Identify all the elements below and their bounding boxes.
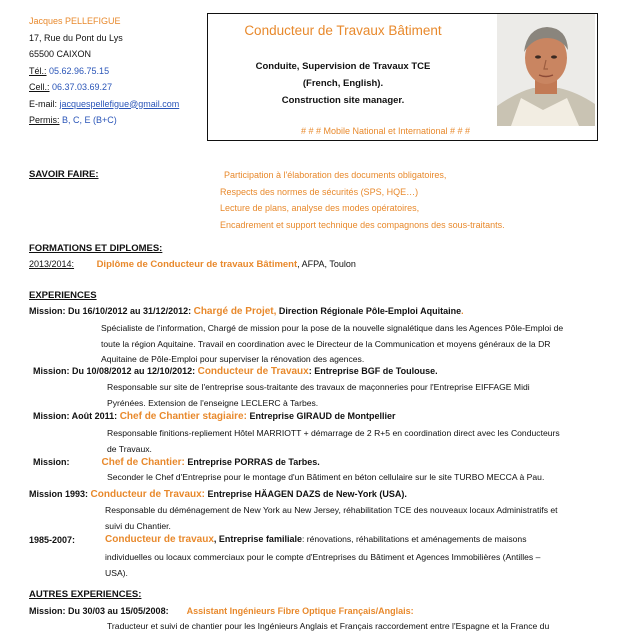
tel-label: Tél.: [29,65,47,76]
contact-tel [29,63,179,80]
desc-line: Aquitaine de Pôle-Emploi pour superviser la rénovation des agences. [101,354,365,364]
formation-year: 2013/2014: [29,259,75,269]
mission-6-org: , Entreprise familiale [213,534,302,544]
formations-heading: FORMATIONS ET DIPLOMES: [29,243,163,254]
cv-subtitle [208,58,478,109]
contact-permis [29,112,179,129]
mission-5-head: Mission 1993: [29,489,91,499]
mission-2-desc [107,380,530,411]
skill-item: Respects des normes de sécurités (SPS, HQE…) [220,186,419,197]
mission-5-role: Conducteur de Travaux: [90,489,205,500]
contact-cell [29,79,179,96]
mission-5-org: Entreprise HÄAGEN DAZS de New-York (USA). [205,489,407,499]
desc-line: de Travaux. [107,443,152,454]
mission-2-role: Conducteur de Travaux [197,366,309,377]
mission-1 [29,305,464,319]
desc-line: USA). [105,567,128,578]
autres-mission-role: Assistant Ingénieurs Fibre Optique Français/Anglais [186,606,411,616]
skill-item: Participation à l'élaboration des documents obligatoires, [224,170,447,180]
mission-6 [29,534,75,546]
mission-6-head: 1985-2007: [29,535,76,545]
formation-place: , AFPA, Toulon [297,259,356,269]
desc-line: Responsable sur site de l'entreprise sous-traitante des travaux de maçonneries pour l'Entreprise EIFFAGE Midi [107,382,530,392]
savoir-faire-heading: SAVOIR FAIRE: [29,169,99,180]
contact-email [29,96,179,113]
mission-4-head: Mission: [33,457,70,467]
desc-line: Responsable finitions-repliement Hôtel MARRIOTT + démarrage de 2 R+5 en coordination direct avec les Conducteurs [107,428,560,438]
autres-mission [29,605,414,617]
tel-value: 05.62.96.75.15 [46,65,110,76]
mission-1-org: Direction Régionale Pôle-Emploi Aquitaine [276,306,462,316]
mission-1-role: Chargé de Projet, [193,306,277,317]
mission-4-role: Chef de Chantier: [101,457,185,468]
permis-value: B, C, E (B+C) [59,115,117,125]
mission-3-head: Mission: Août 2011: [33,411,120,421]
mission-2-head: Mission: Du 10/08/2012 au 12/10/2012: [33,366,198,376]
formation-diploma: Diplôme de Conducteur de travaux Bâtiment [96,259,298,270]
formation-row [29,258,356,272]
desc-line: Responsable du déménagement de New York au New Jersey, réhabilitation TCE des nouveaux locaux Administratifs et [105,505,558,515]
mission-6-line [105,533,527,547]
skill-item: Encadrement et support technique des compagnons des sous-traitants. [220,219,505,230]
mission-1-desc [101,321,563,368]
desc-line: individuelles ou locaux commerciaux pour le compte d'Entreprises du Bâtiment et Agences Immobilières (Antilles – [105,552,541,562]
cv-title: Conducteur de Travaux Bâtiment [244,23,442,38]
mission-3-org: Entreprise GIRAUD de Montpellier [246,411,396,421]
contact-city: 65500 CAIXON [29,49,92,59]
email-link[interactable]: jacquespellefigue@gmail.com [59,98,180,109]
mission-6-desc-start: : rénovations, réhabilitations et aménagements de maisons [301,534,527,544]
mission-2 [33,365,438,379]
mission-5-desc [105,503,558,534]
subtitle-line-1: Conduite, Supervision de Travaux TCE [255,61,431,72]
autres-mission-end: : [410,606,414,616]
desc-line: suivi du Chantier. [105,520,171,531]
mission-3-role: Chef de Chantier stagiaire: [119,411,247,422]
subtitle-line-2: (French, English). [302,78,384,89]
mission-4-org: Entreprise PORRAS de Tarbes. [184,457,320,467]
contact-name: Jacques PELLEFIGUE [29,16,121,26]
mission-6-desc [105,550,540,581]
subtitle-line-3: Construction site manager. [281,95,405,106]
autres-mission-desc: Traducteur et suivi de chantier pour les Ingénieurs Anglais et Français raccordement entre l'Espagne et la France du [107,621,550,631]
experiences-heading: EXPERIENCES [29,290,97,301]
contact-block [29,13,179,129]
portrait-image [497,14,595,126]
desc-line: Pyrénées. Extension de l'enseigne LECLERC à Tarbes. [107,397,319,408]
desc-line: Spécialiste de l'information, Chargé de mission pour la pose de la nouvelle signalétique dans les Agences Pôle-Emploi de [101,323,564,333]
mission-2-org: : Entreprise BGF de Toulouse. [308,366,438,376]
savoir-faire-list [220,167,505,233]
contact-street: 17, Rue du Pont du Lys [29,32,123,43]
email-label: E-mail: [29,98,60,109]
cell-value: 06.37.03.69.27 [49,82,113,92]
desc-line: toute la région Aquitaine. Travail en coordination avec le Directeur de la Communication et moyens généraux de la DR [101,338,551,349]
autres-experiences-heading: AUTRES EXPERIENCES: [29,589,142,600]
mobility-line: # # # Mobile National et International # # # [300,126,471,136]
mission-5 [29,488,407,502]
profile-photo [497,14,595,126]
skill-item: Lecture de plans, analyse des modes opératoires, [220,203,420,213]
mission-4-desc: Seconder le Chef d'Entreprise pour le montage d'un Bâtiment en béton cellulaire sur le site TURBO MECCA à Pau. [107,472,545,482]
mission-1-head: Mission: Du 16/10/2012 au 31/12/2012: [29,306,194,316]
mission-6-role: Conducteur de travaux [105,534,214,545]
mission-3 [33,410,395,424]
cell-label: Cell.: [29,82,50,92]
mission-1-end: . [461,306,464,316]
mission-3-desc [107,426,560,457]
mission-4 [33,456,320,470]
permis-label: Permis: [29,115,60,125]
autres-mission-head: Mission: Du 30/03 au 15/05/2008: [29,606,169,616]
